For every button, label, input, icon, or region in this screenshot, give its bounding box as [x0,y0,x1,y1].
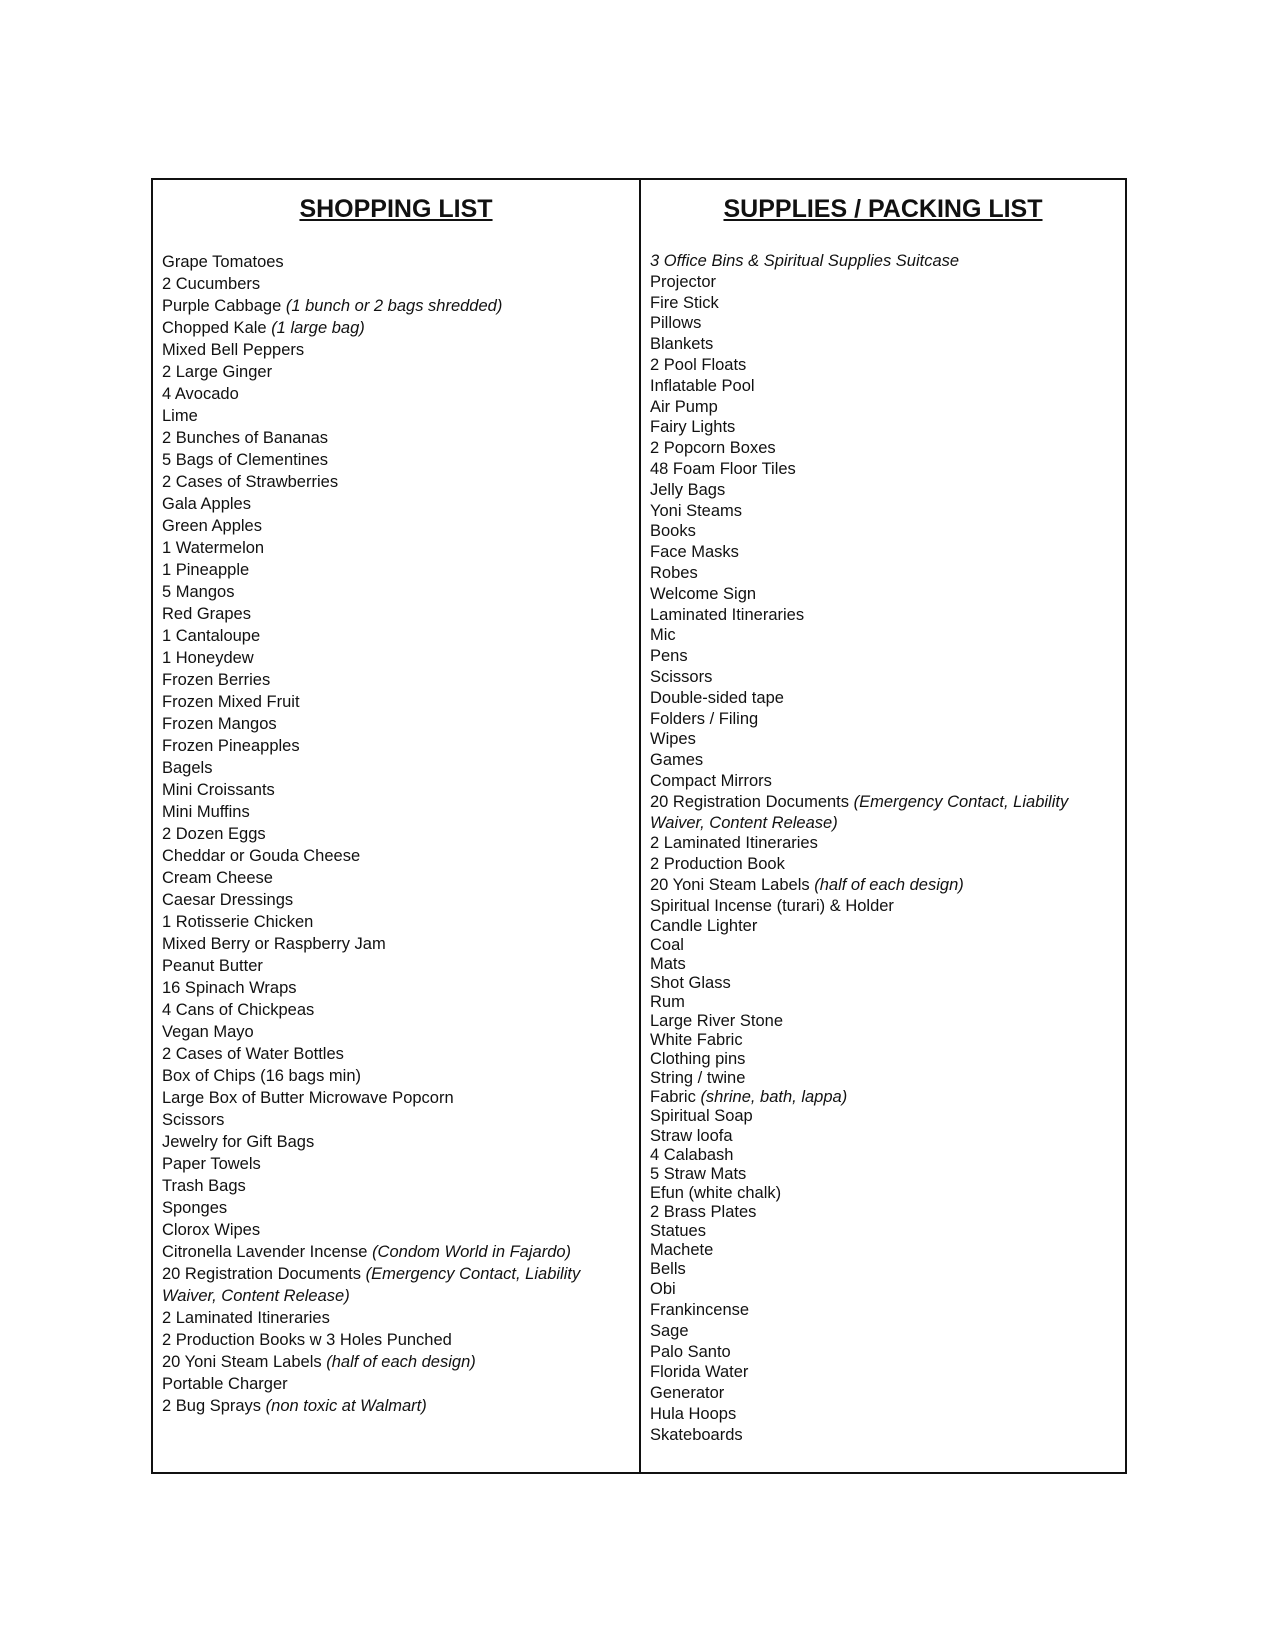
item-note: (Condom World in Fajardo) [372,1243,572,1261]
item-text: Clorox Wipes [162,1221,261,1239]
item-text: Chopped Kale [162,319,267,337]
list-item [162,713,639,735]
list-item [650,625,1125,646]
item-text: 1 Watermelon [162,539,265,557]
item-note: (shrine, bath, lappa) [700,1088,848,1107]
list-item [650,1342,1125,1363]
item-text: Grape Tomatoes [162,253,284,271]
list-item [650,459,1125,480]
list-item [162,1065,639,1087]
item-text: Trash Bags [162,1177,246,1195]
list-item [162,757,639,779]
item-text: Inflatable Pool [650,376,755,395]
packing-list-items [650,251,1125,1446]
list-item [162,625,639,647]
item-text: Mini Croissants [162,781,275,799]
item-text: Yoni Steams [650,501,743,520]
list-item [162,1021,639,1043]
list-item [162,427,639,449]
shopping-list-title: SHOPPING LIST [299,195,493,223]
list-item [650,1362,1125,1383]
item-text: Fire Stick [650,293,719,312]
list-item [650,1031,1125,1050]
list-item [162,779,639,801]
list-item [650,542,1125,563]
list-item [650,584,1125,605]
list-item [650,875,1125,896]
list-item [650,563,1125,584]
item-text: Mats [650,954,686,973]
list-item [162,977,639,999]
item-note: (Emergency Contact, Liability Waiver, Content Release) [650,792,1069,832]
item-text: 2 Dozen Eggs [162,825,266,843]
list-item [650,917,1125,936]
item-text: Peanut Butter [162,957,263,975]
list-item [162,933,639,955]
list-item [650,896,1125,917]
item-text: Red Grapes [162,605,251,623]
item-text: Folders / Filing [650,709,759,728]
item-text: 48 Foam Floor Tiles [650,459,796,478]
item-text: 2 Cucumbers [162,275,261,293]
item-text: Air Pump [650,397,718,416]
item-text: Laminated Itineraries [650,605,805,624]
item-text: Wipes [650,730,696,749]
list-item [162,1351,639,1373]
item-text: Jewelry for Gift Bags [162,1133,315,1151]
list-item [162,1219,639,1241]
list-item [650,729,1125,750]
list-item [650,854,1125,875]
list-item [650,1107,1125,1126]
list-item [162,559,639,581]
item-text: 16 Spinach Wraps [162,979,297,997]
list-item [650,771,1125,792]
list-item [162,515,639,537]
list-item [162,339,639,361]
item-text: 5 Straw Mats [650,1164,747,1183]
list-item [162,361,639,383]
item-text: Frozen Pineapples [162,737,300,755]
list-item [650,1404,1125,1425]
list-item [650,667,1125,688]
item-text: Blankets [650,335,714,354]
list-item [162,1153,639,1175]
list-item [650,1203,1125,1222]
item-text: Fairy Lights [650,418,736,437]
list-item [650,501,1125,522]
list-item [162,889,639,911]
item-text: Sage [650,1321,689,1340]
list-item [162,801,639,823]
list-item [162,1373,639,1395]
item-text: 1 Pineapple [162,561,250,579]
item-text: White Fabric [650,1031,743,1050]
item-text: 2 Laminated Itineraries [650,834,818,853]
list-item [650,833,1125,854]
item-text: Mixed Berry or Raspberry Jam [162,935,386,953]
item-text: Compact Mirrors [650,771,772,790]
item-text: 4 Avocado [162,385,239,403]
item-text: Candle Lighter [650,916,758,935]
item-text: Obi [650,1280,676,1299]
item-note: (1 bunch or 2 bags shredded) [285,297,503,315]
item-text: Vegan Mayo [162,1023,254,1041]
list-item [162,691,639,713]
item-text: Large River Stone [650,1011,783,1030]
item-text: Sponges [162,1199,228,1217]
list-table [151,178,1127,1474]
list-item [650,272,1125,293]
item-text: 20 Registration Documents [162,1265,362,1283]
item-text: 5 Mangos [162,583,235,601]
item-text: 1 Cantaloupe [162,627,261,645]
item-text: Bells [650,1260,686,1279]
list-item [162,669,639,691]
list-item [162,1087,639,1109]
list-item [162,823,639,845]
list-item [650,605,1125,626]
list-item [650,376,1125,397]
list-item [162,911,639,933]
item-text: 20 Yoni Steam Labels [650,875,810,894]
item-text: String / twine [650,1069,746,1088]
item-text: Fabric [650,1088,696,1107]
item-text: Cream Cheese [162,869,273,887]
item-text: Paper Towels [162,1155,261,1173]
item-text: 2 Pool Floats [650,355,747,374]
list-item [650,1127,1125,1146]
item-text: 2 Popcorn Boxes [650,439,776,458]
item-text: 1 Rotisserie Chicken [162,913,314,931]
item-text: 2 Large Ginger [162,363,273,381]
list-item [650,1165,1125,1184]
list-item [162,383,639,405]
item-text: Bagels [162,759,213,777]
list-item [162,735,639,757]
item-text: Generator [650,1384,725,1403]
item-text: Florida Water [650,1363,749,1382]
item-text: Double-sided tape [650,688,784,707]
item-text: Skateboards [650,1425,743,1444]
list-item [162,581,639,603]
item-text: Rum [650,992,685,1011]
list-item [650,1321,1125,1342]
list-item [650,993,1125,1012]
packing-list-title: SUPPLIES / PACKING LIST [723,195,1043,223]
list-item [650,646,1125,667]
item-text: Lime [162,407,198,425]
item-text: 20 Registration Documents [650,792,850,811]
item-text: Welcome Sign [650,584,757,603]
list-item [162,295,639,317]
list-item [162,647,639,669]
list-item [650,1012,1125,1031]
list-item [650,688,1125,709]
item-text: Robes [650,563,698,582]
item-text: Machete [650,1241,714,1260]
item-text: Mic [650,626,676,645]
item-text: 2 Production Books w 3 Holes Punched [162,1331,452,1349]
list-item [162,1197,639,1219]
list-item [650,1260,1125,1279]
list-item [162,999,639,1021]
list-item [650,1222,1125,1241]
item-text: Clothing pins [650,1050,746,1069]
list-item [162,273,639,295]
list-item [650,251,1125,272]
item-text: 4 Cans of Chickpeas [162,1001,315,1019]
item-text: Frozen Berries [162,671,271,689]
list-item [162,1241,639,1263]
item-text: Purple Cabbage [162,297,282,315]
list-item [162,537,639,559]
list-item [650,955,1125,974]
item-text: Books [650,522,696,541]
list-item [650,1050,1125,1069]
list-item [650,1425,1125,1446]
list-item [650,1069,1125,1088]
item-text: Frozen Mangos [162,715,277,733]
list-item [162,603,639,625]
item-text: 1 Honeydew [162,649,254,667]
item-note: (half of each design) [814,875,964,894]
item-text: 3 Office Bins & Spiritual Supplies Suitcase [650,252,960,270]
list-item [650,974,1125,993]
list-item [650,1088,1125,1107]
list-item [162,493,639,515]
list-item [650,936,1125,955]
item-note: (non toxic at Walmart) [265,1397,427,1415]
item-text: Caesar Dressings [162,891,294,909]
list-item [162,471,639,493]
item-text: Statues [650,1222,706,1240]
item-text: Frozen Mixed Fruit [162,693,300,711]
item-text: 2 Laminated Itineraries [162,1309,330,1327]
item-text: Pens [650,647,688,666]
list-item [162,845,639,867]
item-text: Citronella Lavender Incense [162,1243,368,1261]
item-text: Face Masks [650,543,739,562]
item-text: Scissors [650,667,713,686]
item-text: Pillows [650,314,702,333]
item-text: 2 Cases of Strawberries [162,473,339,491]
list-item [162,251,639,273]
list-item [650,293,1125,314]
packing-list-column [641,180,1125,1472]
item-text: 2 Brass Plates [650,1202,757,1221]
list-item [162,1109,639,1131]
list-item [162,1329,639,1351]
item-text: Box of Chips (16 bags min) [162,1067,362,1085]
item-text: Games [650,751,704,770]
item-text: Coal [650,935,684,954]
item-text: Projector [650,272,717,291]
list-item [650,709,1125,730]
list-item [162,1043,639,1065]
item-text: Efun (white chalk) [650,1183,782,1202]
list-item [650,1241,1125,1260]
list-item [650,417,1125,438]
item-text: Green Apples [162,517,262,535]
list-item [162,867,639,889]
item-text: Hula Hoops [650,1405,737,1424]
list-item [650,438,1125,459]
list-item [162,1131,639,1153]
list-item [162,1263,639,1307]
item-text: Portable Charger [162,1375,288,1393]
item-text: 5 Bags of Clementines [162,451,329,469]
item-text: 2 Bunches of Bananas [162,429,329,447]
item-text: Spiritual Soap [650,1107,753,1126]
item-text: 4 Calabash [650,1145,734,1164]
list-item [162,1175,639,1197]
item-text: Scissors [162,1111,225,1129]
list-item [650,792,1125,834]
item-text: Large Box of Butter Microwave Popcorn [162,1089,454,1107]
list-item [650,355,1125,376]
list-item [162,405,639,427]
list-item [650,1279,1125,1300]
item-text: Gala Apples [162,495,251,513]
item-text: Jelly Bags [650,480,726,499]
list-item [650,1184,1125,1203]
item-text: Mini Muffins [162,803,250,821]
item-text: Palo Santo [650,1342,731,1361]
list-item [650,334,1125,355]
list-item [162,1395,639,1417]
item-text: 2 Bug Sprays [162,1397,262,1415]
item-note: (1 large bag) [271,319,365,337]
list-item [650,1146,1125,1165]
item-text: Mixed Bell Peppers [162,341,305,359]
list-item [650,313,1125,334]
list-item [650,1383,1125,1404]
item-text: Frankincense [650,1301,750,1320]
item-text: 2 Production Book [650,855,785,874]
item-text: 20 Yoni Steam Labels [162,1353,322,1371]
list-item [650,480,1125,501]
list-item [650,1300,1125,1321]
item-text: Spiritual Incense (turari) & Holder [650,896,894,915]
list-item [650,750,1125,771]
list-item [650,397,1125,418]
shopping-list-items [162,251,639,1417]
list-item [162,449,639,471]
list-item [162,1307,639,1329]
item-text: Cheddar or Gouda Cheese [162,847,361,865]
list-item [162,317,639,339]
list-item [650,521,1125,542]
item-text: 2 Cases of Water Bottles [162,1045,344,1063]
item-text: Shot Glass [650,973,731,992]
shopping-list-column [153,180,641,1472]
item-note: (half of each design) [326,1353,476,1371]
item-note: (Emergency Contact, Liability Waiver, Content Release) [162,1265,581,1305]
list-item [162,955,639,977]
item-text: Straw loofa [650,1126,733,1145]
